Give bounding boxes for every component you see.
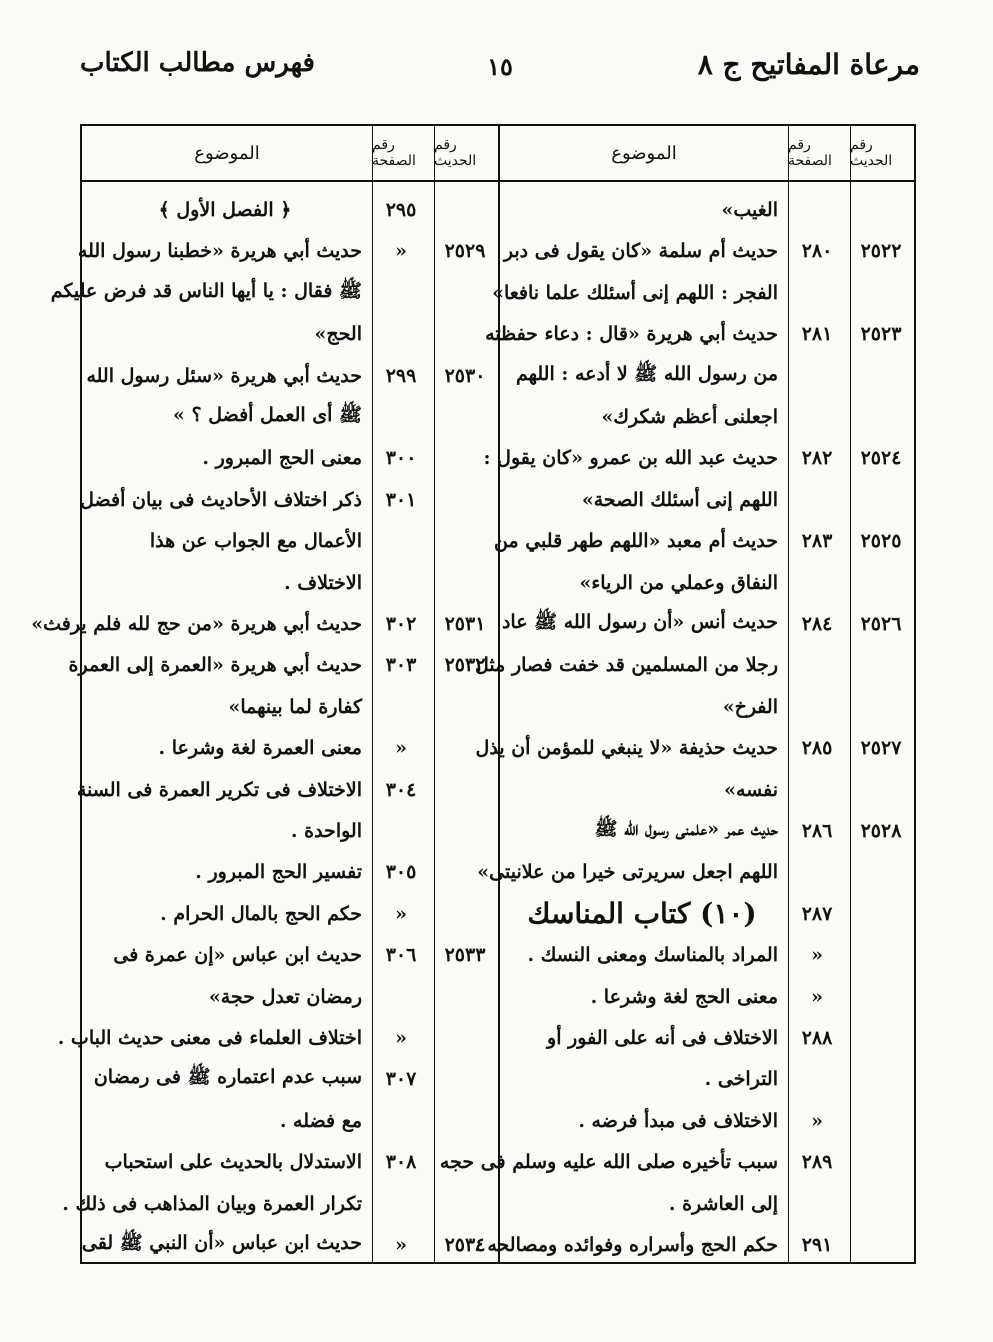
table-row (500, 687, 914, 727)
page-ref: « (811, 944, 823, 967)
table-row (82, 356, 498, 396)
table-row (500, 935, 914, 975)
table-row (500, 811, 914, 851)
topic-text: معنى العمرة لغة وشرعا . (158, 737, 362, 760)
table-row (77, 231, 498, 271)
topic-text: الاختلاف فى تكرير العمرة فى السنة (76, 778, 362, 801)
page-ref: ٢٨٥ (801, 737, 833, 760)
hadith-number (432, 1184, 498, 1224)
book-title: مرعاة المفاتيح ج ٨ (697, 48, 920, 81)
hadith-number (848, 935, 914, 975)
topic-text: حديث أبي هريرة «خطبنا رسول الله (77, 240, 362, 263)
topic-text: حديث أبي هريرة «العمرة إلى العمرة (68, 654, 362, 677)
column-header-topic: الموضوع (500, 126, 788, 182)
hadith-number: ٢٥٣٠ (444, 364, 486, 387)
page-ref (370, 687, 432, 727)
column-header-hadith: رقم الحديث (850, 126, 916, 182)
hadith-number (432, 397, 498, 437)
page-ref (786, 273, 848, 313)
topic-text: حديث عمر «علمنى رسول الله ﷺ (594, 818, 778, 840)
page-ref (370, 314, 432, 354)
hadith-number (432, 563, 498, 603)
page-ref: ٣٠٥ (385, 861, 417, 884)
page-ref: « (811, 1109, 823, 1132)
page-ref: ٢٩١ (801, 1234, 833, 1256)
topic-text: حديث أبي هريرة «سئل رسول الله (86, 364, 362, 387)
table-row (82, 563, 498, 603)
hadith-number: ٢٥٣٣ (444, 944, 486, 967)
topic-text: اختلاف العلماء فى معنى حديث الباب . (57, 1027, 362, 1049)
page-ref: ٣٠٢ (385, 613, 417, 635)
page-ref: ٢٨٠ (801, 240, 833, 263)
table-row (500, 1059, 914, 1099)
topic-text: الفرخ» (722, 695, 778, 718)
table-row (500, 1184, 914, 1224)
topic-text: الحج» (314, 323, 362, 346)
page-ref (786, 687, 848, 727)
topic-text: حديث أبي هريرة «قال : دعاء حفظته (485, 323, 778, 346)
page-ref: ٣٠٤ (385, 778, 417, 801)
hadith-number (848, 1059, 914, 1099)
topic-text: حديث حذيفة «لا ينبغي للمؤمن أن يذل (475, 737, 778, 760)
hadith-number (432, 273, 498, 313)
table-row (500, 190, 914, 230)
hadith-number (432, 811, 498, 851)
table-row (62, 1184, 498, 1224)
hadith-number (432, 687, 498, 727)
hadith-number (848, 397, 914, 437)
column-header-topic: الموضوع (82, 126, 372, 182)
table-row (82, 397, 498, 437)
hadith-number: ٢٥٣٤ (444, 1234, 486, 1256)
page-ref (786, 852, 848, 892)
hadith-number (848, 1184, 914, 1224)
page-ref: ٣٠٣ (385, 654, 417, 677)
table-row (500, 1101, 914, 1141)
page-ref (370, 563, 432, 603)
page-ref: ٢٨١ (801, 323, 833, 346)
hadith-number (848, 770, 914, 810)
table-row (500, 770, 914, 810)
table-row (492, 273, 914, 313)
topic-text: حكم الحج بالمال الحرام . (160, 902, 362, 925)
hadith-number (848, 563, 914, 603)
page-ref (786, 563, 848, 603)
table-row (82, 1142, 498, 1182)
table-row (76, 770, 498, 810)
table-row (500, 356, 914, 396)
table-row (82, 190, 498, 230)
page-number: ١٥ (487, 52, 513, 81)
hadith-number (848, 894, 914, 934)
table-row (82, 728, 498, 768)
table-row (82, 521, 498, 561)
page-ref: « (395, 240, 407, 263)
page-ref (370, 521, 432, 561)
hadith-number: ٢٥٢٣ (860, 323, 902, 346)
hadith-number: ٢٥٢٢ (860, 240, 902, 263)
page-ref: ٢٨٢ (801, 447, 833, 470)
table-row (475, 728, 914, 768)
page-ref: ٣٠٧ (385, 1068, 417, 1091)
topic-text: المراد بالمناسك ومعنى النسك . (527, 944, 778, 967)
column-header-hadith: رقم الحديث (434, 126, 500, 182)
table-row (439, 1142, 914, 1182)
hadith-number: ٢٥٣١ (444, 613, 486, 635)
table-row (82, 1059, 498, 1099)
page-ref (786, 190, 848, 230)
table-row (82, 852, 498, 892)
page-ref: ٢٨٣ (801, 530, 833, 553)
hadith-number (432, 521, 498, 561)
hadith-number (848, 1225, 914, 1265)
table-row (485, 314, 914, 354)
hadith-number (848, 645, 914, 685)
hadith-number (432, 977, 498, 1017)
hadith-number (848, 977, 914, 1017)
table-row (500, 604, 914, 644)
table-row (82, 480, 498, 520)
topic-text: الفجر : اللهم إنى أسئلك علما نافعا» (492, 281, 778, 304)
page-ref (370, 273, 432, 313)
table-row (82, 894, 498, 934)
table-row (500, 397, 914, 437)
page-ref: ٣٠٨ (385, 1151, 417, 1174)
topic-text: سبب عدم اعتماره ﷺ فى رمضان (93, 1066, 362, 1089)
page-ref: ٢٩٥ (385, 199, 417, 221)
topic-text: من رسول الله ﷺ لا أدعه : اللهم (515, 362, 778, 385)
topic-text: الأعمال مع الجواب عن هذا (149, 530, 362, 553)
hadith-number: ٢٥٢٦ (860, 613, 902, 635)
page-ref: ٢٨٤ (801, 613, 833, 635)
index-table-left-half (31, 126, 498, 1262)
hadith-number (432, 1101, 498, 1141)
page-ref: ٢٨٨ (801, 1027, 833, 1049)
hadith-number (848, 1018, 914, 1058)
hadith-number (432, 770, 498, 810)
topic-text: اجعلنى أعظم شكرك» (601, 406, 778, 428)
table-row (500, 563, 914, 603)
hadith-number (848, 273, 914, 313)
topic-text: معنى الحج المبرور . (202, 447, 362, 470)
hadith-number (848, 480, 914, 520)
topic-text: رجلا من المسلمين قد خفت فصار مثل (475, 654, 778, 677)
hadith-number: ٢٥٢٧ (860, 737, 902, 760)
page-header (80, 40, 920, 100)
topic-text: حديث أم سلمة «كان يقول فى دبر (503, 240, 778, 263)
page-ref (370, 977, 432, 1017)
topic-text: الاستدلال بالحديث على استحباب (104, 1151, 362, 1174)
table-row (500, 480, 914, 520)
page-ref: ٢٩٩ (385, 364, 417, 387)
page-ref (370, 811, 432, 851)
page-ref (786, 1059, 848, 1099)
topic-text: ﷺ فقال : يا أيها الناس قد فرض عليكم (50, 279, 362, 302)
topic-text: سبب تأخيره صلى الله عليه وسلم فى حجه (439, 1151, 778, 1174)
page-ref (370, 1184, 432, 1224)
hadith-number: ٢٥٢٤ (860, 447, 902, 470)
topic-text: الغيب» (721, 199, 778, 221)
page-ref (786, 1184, 848, 1224)
page-ref: ٢٨٩ (801, 1151, 833, 1174)
page-ref (786, 480, 848, 520)
topic-text: تكرار العمرة وبيان المذاهب فى ذلك . (62, 1192, 362, 1215)
topic-text: الاختلاف فى أنه على الفور أو (547, 1027, 778, 1049)
topic-text: كفارة لما بينهما» (228, 695, 362, 718)
table-row (82, 977, 498, 1017)
index-table (31, 124, 916, 1264)
hadith-number (848, 687, 914, 727)
page-ref: ٣٠١ (385, 488, 417, 511)
page-ref (786, 356, 848, 396)
topic-text: حديث ابن عباس «أن النبي ﷺ لقى (81, 1232, 362, 1254)
topic-text: حديث ابن عباس «إن عمرة فى (113, 944, 362, 967)
topic-text: حديث أنس «أن رسول الله ﷺ عاد (501, 611, 778, 633)
hadith-number (432, 480, 498, 520)
hadith-number (432, 1059, 498, 1099)
table-row (82, 811, 498, 851)
hadith-number: ٢٥٢٨ (860, 820, 902, 842)
topic-text: تفسير الحج المبرور . (195, 861, 362, 884)
topic-text: ﷺ أى العمل أفضل ؟ » (173, 404, 362, 426)
page-ref: « (811, 985, 823, 1008)
page-ref: ٢٨٦ (801, 820, 833, 842)
hadith-number (432, 894, 498, 934)
hadith-number (848, 190, 914, 230)
topic-text: الاختلاف فى مبدأ فرضه . (578, 1109, 778, 1132)
page-ref (370, 397, 432, 437)
table-row (500, 1018, 914, 1058)
topic-text: اللهم إنى أسئلك الصحة» (581, 488, 778, 511)
table-row (477, 852, 914, 892)
topic-text: حكم الحج وأسراره وفوائده ومصالحه . (474, 1234, 778, 1256)
table-row (500, 977, 914, 1017)
page-ref (370, 1101, 432, 1141)
column-header-page: رقم الصفحة (372, 126, 434, 182)
section-heading: ﴿ الفصل الأول ﴾ (158, 199, 292, 221)
chapter-heading: (١٠) كتاب المناسك (527, 897, 757, 931)
topic-text: حديث أم معبد «اللهم طهر قلبي من (493, 530, 778, 553)
page-ref: ٣٠٠ (385, 447, 417, 470)
table-row (475, 645, 914, 685)
table-row (82, 314, 498, 354)
hadith-number: ٢٥٣٢ (444, 654, 486, 677)
topic-text: ذكر اختلاف الأحاديث فى بيان أفضل (80, 488, 362, 511)
topic-text: التراخى . (704, 1068, 778, 1091)
hadith-number: ٢٥٢٥ (860, 530, 902, 553)
page-ref (786, 645, 848, 685)
table-row (57, 1018, 498, 1058)
table-row (50, 273, 498, 313)
table-row (500, 894, 914, 934)
table-row (68, 645, 498, 685)
hadith-number (432, 1018, 498, 1058)
index-title: فهرس مطالب الكتاب (80, 48, 315, 78)
topic-text: الواحدة . (290, 820, 362, 842)
hadith-number: ٢٥٢٩ (444, 240, 486, 263)
topic-text: النفاق وعملي من الرياء» (579, 571, 778, 594)
page-ref (786, 397, 848, 437)
table-row (31, 604, 498, 644)
table-row (82, 935, 498, 975)
hadith-number (848, 1101, 914, 1141)
page-ref: « (395, 737, 407, 760)
page-ref (786, 770, 848, 810)
hadith-number (432, 190, 498, 230)
table-row (82, 687, 498, 727)
page-ref: ٢٨٧ (801, 902, 833, 925)
column-header-page: رقم الصفحة (788, 126, 850, 182)
topic-text: الاختلاف . (284, 571, 362, 594)
topic-text: حديث أبي هريرة «من حج لله فلم يرفث» (31, 613, 362, 635)
table-row (474, 1225, 914, 1265)
table-row (82, 1101, 498, 1141)
topic-text: مع فضله . (279, 1109, 362, 1132)
topic-text: اللهم اجعل سريرتى خيرا من علانيتى» (477, 861, 778, 884)
page-ref: ٣٠٦ (385, 944, 417, 967)
table-row (500, 231, 914, 271)
topic-text: معنى الحج لغة وشرعا . (590, 985, 778, 1008)
table-row (483, 438, 914, 478)
topic-text: رمضان تعدل حجة» (208, 985, 362, 1008)
topic-text: إلى العاشرة . (668, 1192, 778, 1215)
hadith-number (848, 852, 914, 892)
topic-text: نفسه» (724, 778, 778, 801)
table-row (82, 438, 498, 478)
topic-text: حديث عبد الله بن عمرو «كان يقول : (483, 447, 778, 470)
hadith-number (848, 356, 914, 396)
page-ref: « (395, 902, 407, 925)
table-row (82, 1225, 498, 1265)
hadith-number (848, 1142, 914, 1182)
page-ref: « (395, 1027, 407, 1049)
table-row (493, 521, 914, 561)
page-ref: « (395, 1234, 407, 1256)
